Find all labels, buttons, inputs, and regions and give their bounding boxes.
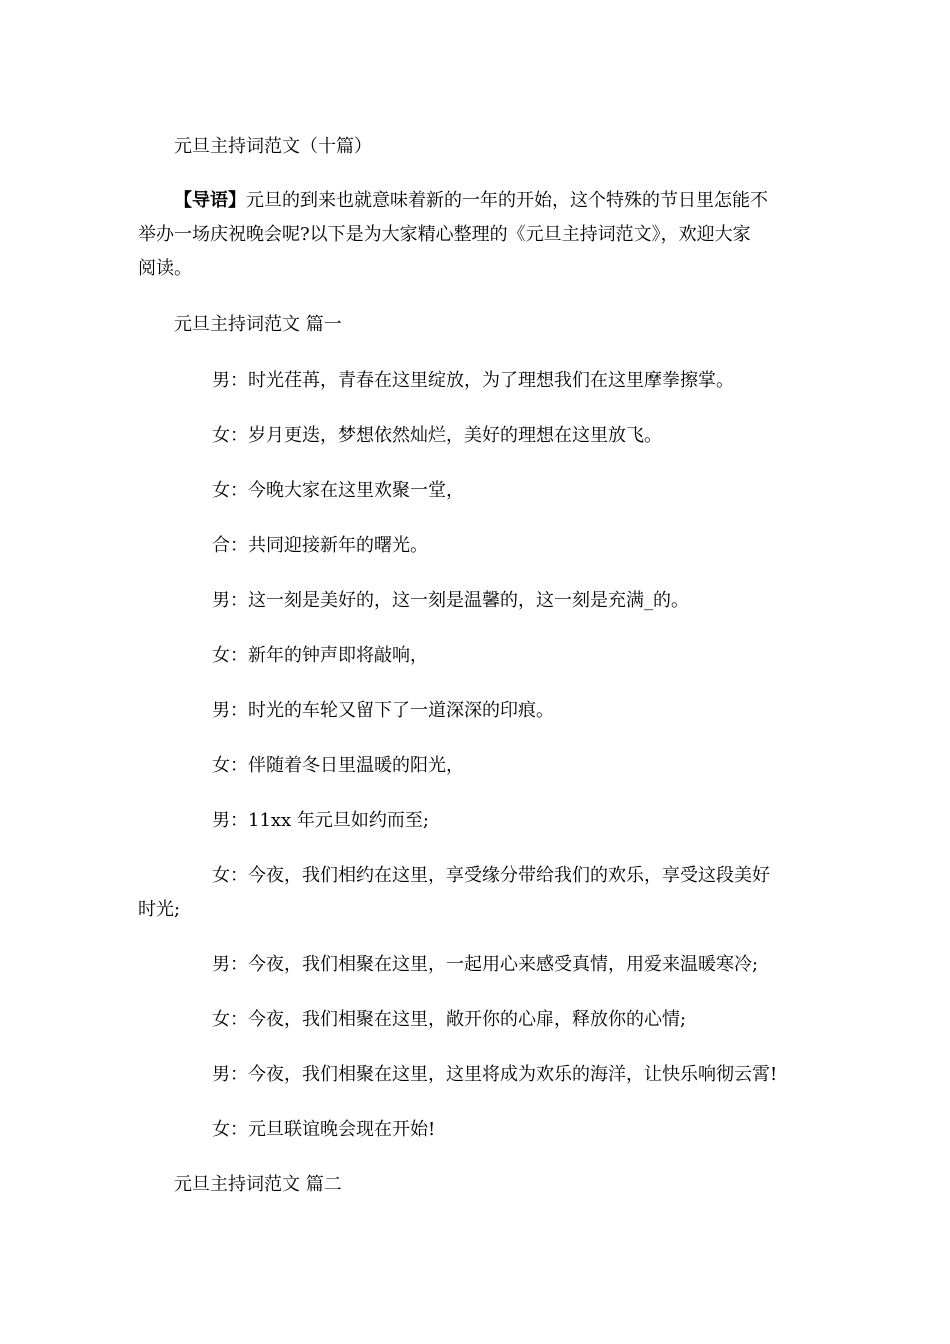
document-title: 元旦主持词范文（十篇） xyxy=(174,136,372,157)
intro-line-2: 举办一场庆祝晚会呢?以下是为大家精心整理的《元旦主持词范文》，欢迎大家 xyxy=(138,224,751,245)
dialogue-line: 男：今夜，我们相聚在这里，一起用心来感受真情，用爱来温暖寒冷; xyxy=(212,954,759,975)
dialogue-line: 合：共同迎接新年的曙光。 xyxy=(212,535,428,556)
dialogue-line: 女：岁月更迭，梦想依然灿烂，美好的理想在这里放飞。 xyxy=(212,425,662,446)
dialogue-line: 男：这一刻是美好的，这一刻是温馨的，这一刻是充满_的。 xyxy=(212,590,689,611)
dialogue-line: 女：伴随着冬日里温暖的阳光， xyxy=(212,755,464,776)
dialogue-line: 女：新年的钟声即将敲响， xyxy=(212,645,428,666)
dialogue-line: 男：11xx 年元旦如约而至; xyxy=(212,810,429,831)
intro-line-1 xyxy=(174,186,854,216)
dialogue-line: 女：元旦联谊晚会现在开始! xyxy=(212,1119,436,1140)
dialogue-line: 男：时光荏苒，青春在这里绽放，为了理想我们在这里摩拳擦掌。 xyxy=(212,370,734,391)
dialogue-line: 男：今夜，我们相聚在这里，这里将成为欢乐的海洋，让快乐响彻云霄! xyxy=(212,1064,778,1085)
dialogue-line-continued: 时光; xyxy=(138,899,181,920)
intro-label: 【导语】 xyxy=(174,190,246,211)
intro-line-3: 阅读。 xyxy=(138,258,192,279)
intro-text-1: 元旦的到来也就意味着新的一年的开始，这个特殊的节日里怎能不 xyxy=(246,190,768,211)
dialogue-line: 女：今夜，我们相约在这里，享受缘分带给我们的欢乐，享受这段美好 xyxy=(212,865,770,886)
section-heading-1: 元旦主持词范文 篇一 xyxy=(174,314,342,335)
dialogue-line: 女：今夜，我们相聚在这里，敞开你的心扉，释放你的心情; xyxy=(212,1009,687,1030)
dialogue-line: 女：今晚大家在这里欢聚一堂， xyxy=(212,480,464,501)
section-heading-2: 元旦主持词范文 篇二 xyxy=(174,1174,342,1195)
dialogue-line: 男：时光的车轮又留下了一道深深的印痕。 xyxy=(212,700,554,721)
